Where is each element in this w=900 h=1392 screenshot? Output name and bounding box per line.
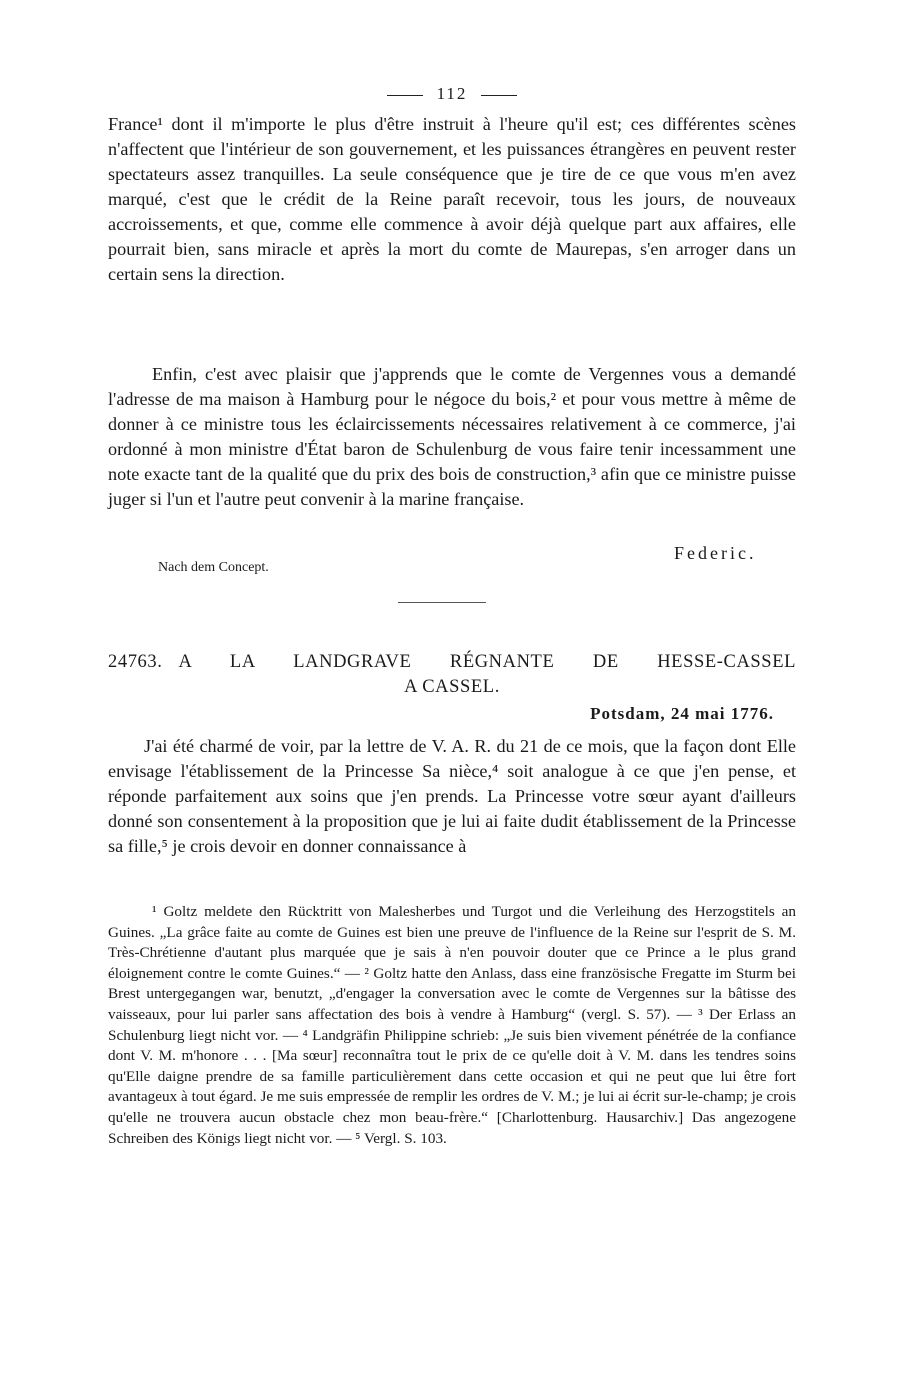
letter2-paragraph1: J'ai été charmé de voir, par la lettre de V. A. R. du 21 de ce mois, que la façon dont Elle envisage l'établissement de la Princesse Sa nièce,⁴ soit analogue à ce que j'en pense, et réponde parfaitement aux soins que j'en prends. La Princesse votre sœur ayant d'ailleurs donné son consentement à la proposition que je lui ai faite dudit établissement de la Princesse sa fille,⁵ je crois devoir en donner connaissance à <box>108 736 796 856</box>
header-dash-left <box>387 95 423 96</box>
page-number: 112 <box>436 84 468 103</box>
section-divider <box>398 602 486 603</box>
letter2-title-line1: A LA LANDGRAVE RÉGNANTE DE HESSE-CASSEL <box>178 652 796 672</box>
letter1-paragraph1: France¹ dont il m'importe le plus d'être instruit à l'heure qu'il est; ces différentes scènes n'affectent que l'intérieur de son gouvernement, et les puissances étrangères en peuvent rester spectateurs assez tranquilles. La seule conséquence que je tire de ce que vous m'en avez marqué, c'est que le crédit de la Reine paraît recevoir, tous les jours, de nouveaux accroissements, et que, comme elle commence à avoir déjà quelque part aux affaires, elle pourrait bien, sans miracle et après la mort du comte de Maurepas, s'en arroger dans un certain sens la direction. <box>108 114 796 284</box>
letter2-title-line2: A CASSEL. <box>404 677 500 697</box>
header-dash-right <box>481 95 517 96</box>
letter-number: 24763. <box>108 652 163 672</box>
page-header <box>108 84 796 104</box>
letter2-heading-line1 <box>108 650 796 675</box>
letter1-paragraph2: Enfin, c'est avec plaisir que j'apprends que le comte de Vergennes vous a demandé l'adresse de ma maison à Hamburg pour le négoce du bois,² et pour vous mettre à même de donner à ce ministre tous les éclaircissements nécessaires relativement à ce commerce, j'ai ordonné à mon ministre d'État baron de Schulenburg de vous faire tenir incessamment une note exacte tant de la qualité que du prix des bois de construction,³ afin que ce ministre puisse juger si l'un et l'autre peut convenir à la marine française. <box>108 364 796 509</box>
dateline: Potsdam, 24 mai 1776. <box>590 704 774 723</box>
footnotes: ¹ Goltz meldete den Rücktritt von Malesherbes und Turgot und die Verleihung des Herzogstitels an Guines. „La grâce faite au comte de Guines est bien une preuve de l'influence de la Reine sur l'esprit de S. M. Très-Chrétienne d'autant plus marquée que je sais à n'en pouvoir douter que ce Prince a le plus grand éloignement contre le comte Guines.“ — ² Goltz hatte den Anlass, dass eine französische Fregatte im Sturm bei Brest untergegangen war, benutzt, „d'engager la conversation avec le comte de Vergennes sur la bâtisse des vaisseaux, pour lui parler sans affectation des bois à vendre à Hamburg“ (vergl. S. 57). — ³ Der Erlass an Schulenburg liegt nicht vor. — ⁴ Landgräfin Philippine schrieb: „Je suis bien vivement pénétrée de la confiance dont V. M. m'honore . . . [Ma sœur] reconnaîtra tout le prix de ce qu'elle doit à V. M. dans les tendres soins qu'Elle daigne prendre de sa famille particulièrement dans cette occasion et qui ne peut que lui être fort avantageux à tout égard. Je me suis empressée de remplir les ordres de V. M.; je lui ai écrit sur-le-champ; je crois qu'elle ne trouvera aucun obstacle chez mon beau-frère.“ [Charlottenburg. Hausarchiv.] Das angezogene Schreiben des Königs liegt nicht vor. — ⁵ Vergl. S. 103. <box>108 903 796 1147</box>
source-note: Nach dem Concept. <box>158 560 269 575</box>
letter2-heading <box>108 650 796 700</box>
signature: Federic. <box>674 543 757 563</box>
